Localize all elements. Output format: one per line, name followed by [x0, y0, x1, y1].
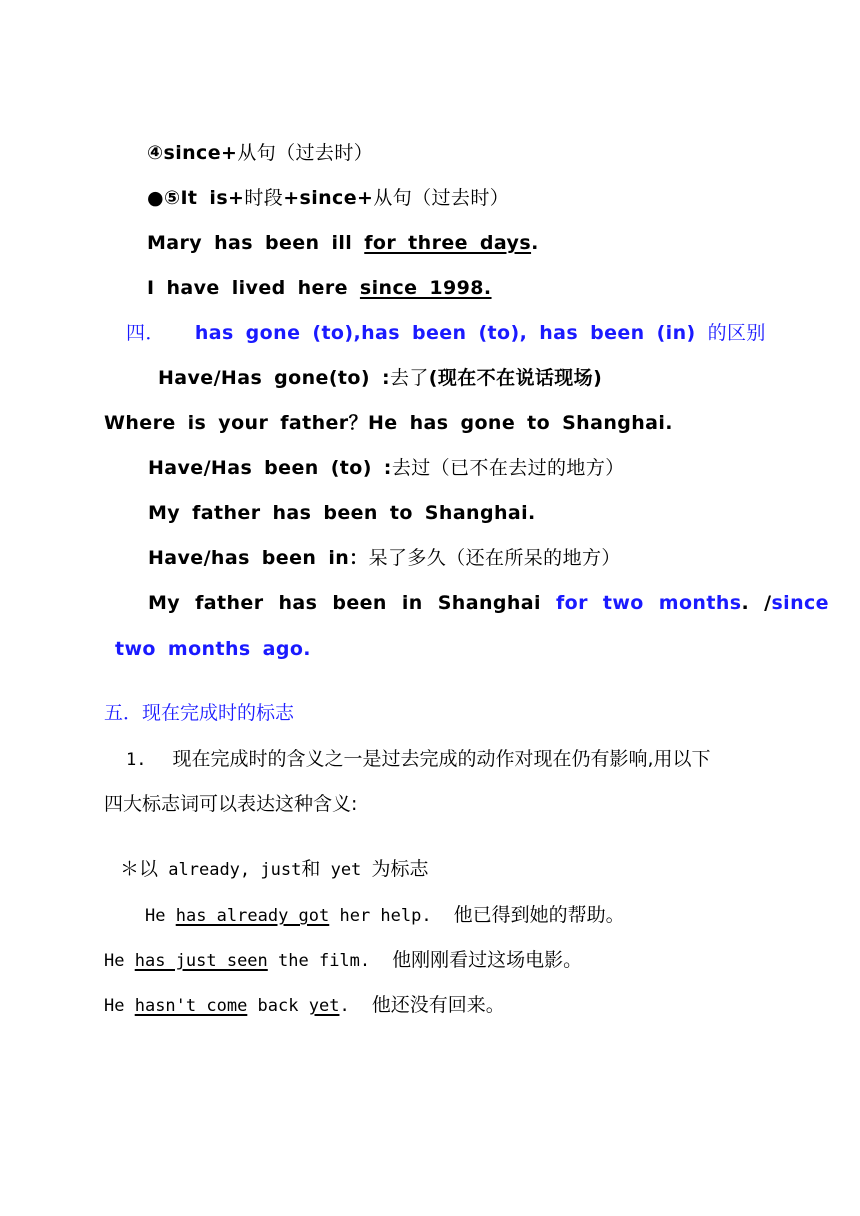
been-in-definition	[148, 546, 621, 570]
rule-item-5-cjk: 从句（过去时）	[373, 187, 510, 209]
been-in-example	[148, 591, 829, 615]
example-yet-underlined-1: hasn't come	[134, 996, 248, 1016]
been-in-cjk: 呆了多久（还在所呆的地方）	[368, 547, 621, 569]
example-already-post: her help.	[329, 906, 432, 926]
point-1-text: 现在完成时的含义之一是过去完成的动作对现在仍有影响,用以下	[172, 748, 711, 770]
been-in-example-continued: two months ago.	[115, 638, 311, 660]
example-mary	[147, 231, 539, 255]
marker-cjk-3: 为标志	[371, 858, 429, 880]
example-already	[145, 903, 625, 928]
marker-en-2: yet	[320, 860, 372, 880]
section-4-title: has gone (to),has been (to), has been (in)	[194, 322, 708, 344]
rule-item-4-prefix: ④since+	[147, 142, 238, 164]
example-already-pre: He	[145, 906, 176, 926]
example-just	[104, 948, 582, 973]
example-lived-pre: I have lived here	[147, 277, 360, 299]
example-already-underlined: has already got	[175, 906, 330, 926]
section-4-number: 四．	[126, 322, 165, 344]
been-to-definition	[148, 456, 625, 480]
example-yet-cjk: 他还没有回来。	[371, 994, 505, 1016]
example-yet	[104, 993, 505, 1018]
gone-to-label: Have/Has gone(to) :	[158, 367, 390, 389]
point-1-number: 1.	[126, 750, 147, 770]
been-to-cjk: 去过（已不在去过的地方）	[391, 457, 625, 479]
example-just-pre: He	[104, 951, 135, 971]
example-already-cjk: 他已得到她的帮助。	[453, 904, 625, 926]
example-just-underlined: has just seen	[134, 951, 268, 971]
example-just-post: the film.	[267, 951, 371, 971]
example-mary-underlined: for three days	[364, 232, 532, 254]
been-to-example: My father has been to Shanghai.	[148, 502, 536, 524]
rule-item-4	[147, 141, 373, 165]
section-5-heading: 五．现在完成时的标志	[104, 702, 295, 724]
example-yet-mid: back	[247, 996, 309, 1016]
example-mary-pre: Mary has been ill	[147, 232, 365, 254]
been-in-example-mid: . /	[741, 592, 772, 614]
been-in-example-since: since	[771, 592, 829, 614]
been-in-example-for: for two months	[555, 592, 742, 614]
point-1	[126, 747, 711, 772]
rule-item-4-cjk: 从句（过去时）	[237, 142, 374, 164]
marker-words-line	[120, 857, 429, 882]
gone-to-definition	[158, 366, 602, 390]
gone-to-example: Where is your father？He has gone to Shanghai.	[104, 412, 673, 434]
point-1-continued: 四大标志词可以表达这种含义:	[104, 793, 358, 815]
example-yet-underlined-2: yet	[308, 996, 340, 1016]
gone-to-paren: (现在不在说话现场)	[428, 367, 603, 389]
rule-item-5-prefix: ●⑤It is+	[147, 187, 245, 209]
section-4-heading	[126, 321, 766, 345]
been-in-example-pre: My father has been in Shanghai	[148, 592, 556, 614]
been-to-label: Have/Has been (to) :	[148, 457, 392, 479]
marker-cjk-2: 和	[301, 858, 321, 880]
marker-star: ＊	[120, 858, 140, 880]
example-lived-underlined: since 1998.	[359, 277, 492, 299]
been-in-label: Have/has been in：	[148, 547, 369, 569]
gone-to-cjk: 去了	[389, 367, 429, 389]
example-just-cjk: 他刚刚看过这场电影。	[392, 949, 583, 971]
example-yet-pre: He	[104, 996, 135, 1016]
marker-cjk-1: 以	[139, 858, 159, 880]
rule-item-5-mid-cjk: 时段	[244, 187, 284, 209]
rule-item-5-mid: +since+	[283, 187, 374, 209]
rule-item-5	[147, 186, 509, 210]
section-4-title-cjk: 的区别	[707, 322, 766, 344]
example-mary-post: .	[531, 232, 539, 254]
example-yet-post: .	[339, 996, 350, 1016]
marker-en-1: already, just	[158, 860, 302, 880]
example-lived-here	[147, 276, 492, 300]
